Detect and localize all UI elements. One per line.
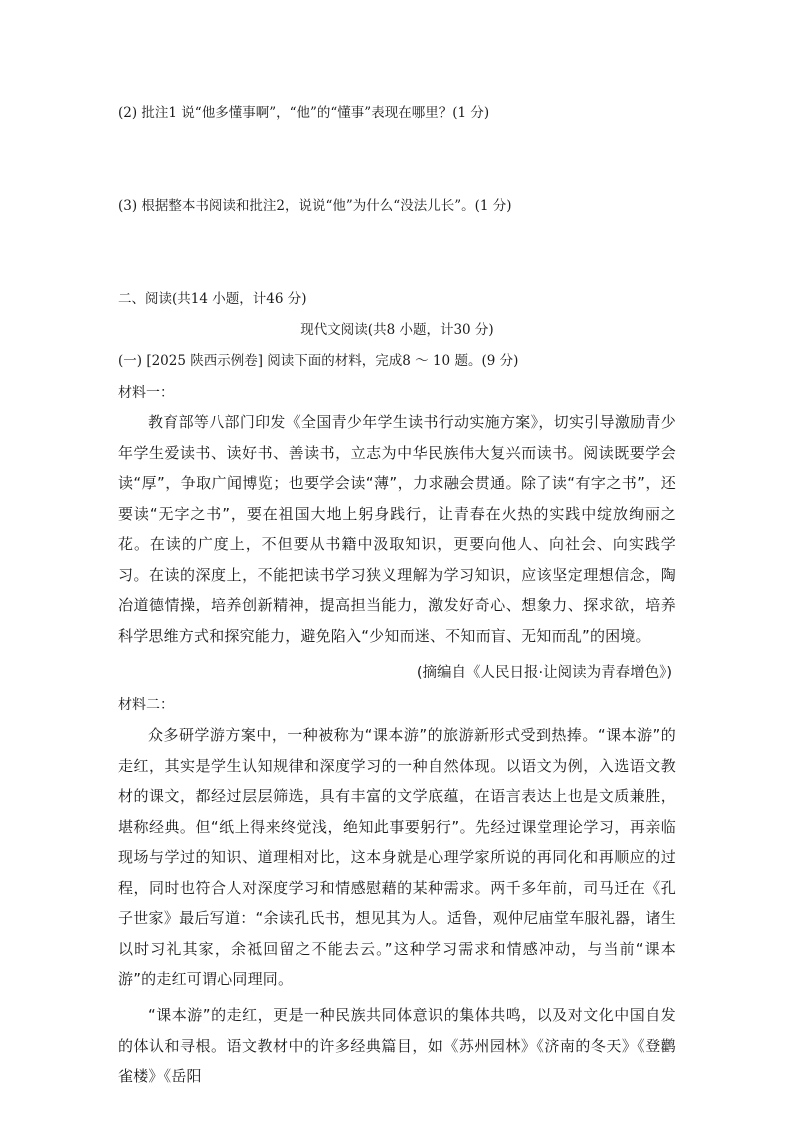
question-3: (3) 根据整本书阅读和批注2，说说“他”为什么“没法儿长”。(1 分): [118, 198, 512, 214]
material-2-paragraph-2: “课本游”的走红，更是一种民族共同体意识的集体共鸣，以及对文化中国自发的体认和寻根。语文教材中的许多经典篇目，如《苏州园林》《济南的冬天》《登鹳雀楼》《岳阳: [118, 1006, 676, 1085]
material-2-paragraph-1: 众多研学游方案中，一种被称为“课本游”的旅游新形式受到热捧。“课本游”的走红，其实是学生认知规律和深度学习的一种自然体现。以语文为例，入选语文教材的课文，都经过层层筛选，具有丰富的文学底蕴，在语言表达上也是文质兼胜，堪称经典。但“纸上得来终觉浅，绝知此事要躬行”。先经过课堂理论学习，再亲临现场与学过的知识、道理相对比，这本身就是心理学家所说的再同化和再顺应的过程，同时也符合人对深度学习和情感慰藉的某种需求。两千多年前，司马迁在《孔子世家》最后写道：“余读孔氏书，想见其为人。适鲁，观仲尼庙堂车服礼器，诸生以时习礼其家，余祗回留之不能去云。”这种学习需求和情感冲动，与当前“课本游”的走红可谓心同理同。: [118, 726, 676, 988]
question-2: (2) 批注1 说“他多懂事啊”，“他”的“懂事”表现在哪里？(1 分): [118, 105, 490, 121]
section-subtitle: 现代文阅读(共8 小题，计30 分): [300, 322, 494, 338]
material-1-label: 材料一：: [118, 385, 174, 401]
material-1-source: (摘编自《人民日报·让阅读为青春增色》): [416, 665, 672, 681]
passage-intro: (一) [2025 陕西示例卷] 阅读下面的材料，完成8 ～ 10 题。(9 分): [118, 353, 519, 369]
material-2-label: 材料二：: [118, 697, 174, 713]
material-1-text: 教育部等八部门印发《全国青少年学生读书行动实施方案》，切实引导激励青少年学生爱读书、读好书、善读书，立志为中华民族伟大复兴而读书。阅读既要学会读“厚”，争取广闻博览；也要学会读“薄”，力求融会贯通。除了读“有字之书”，还要读“无字之书”，要在祖国大地上躬身践行，让青春在火热的实践中绽放绚丽之花。在读的广度上，不但要从书籍中汲取知识，更要向他人、向社会、向实践学习。在读的深度上，不能把读书学习狭义理解为学习知识，应该坚定理想信念，陶冶道德情操，培养创新精神，提高担当能力，激发好奇心、想象力、探求欲，培养科学思维方式和探究能力，避免陷入“少知而迷、不知而盲、无知而乱”的困境。: [118, 413, 676, 645]
section-title: 二、阅读(共14 小题，计46 分): [118, 291, 307, 307]
